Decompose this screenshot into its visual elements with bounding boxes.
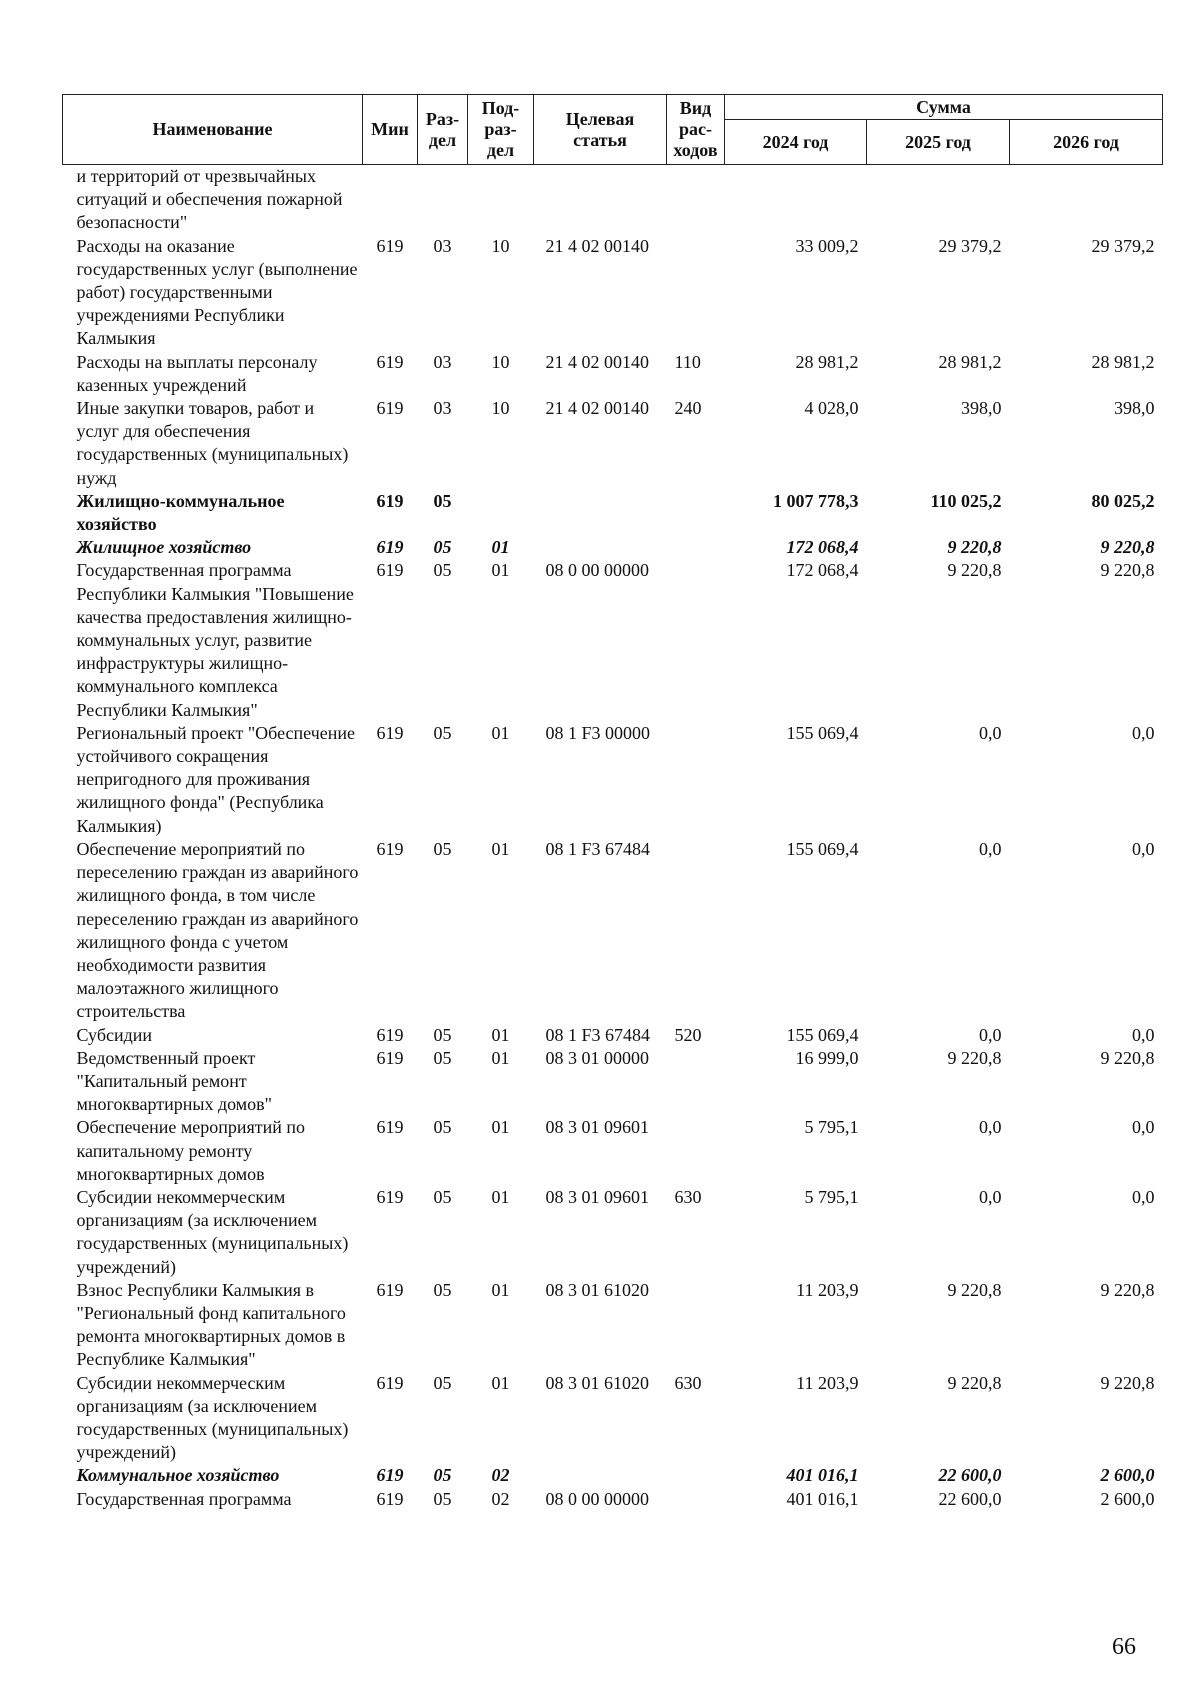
cell-sum-2024: 155 069,4 [786,838,859,859]
cell-celevaya-statya: 08 3 01 61020 [545,1279,649,1300]
cell-razdel: 05 [433,537,452,558]
cell-celevaya-statya [534,490,667,536]
table-row [63,1488,1163,1511]
page-number: 66 [1112,1634,1136,1660]
cell-sum-2026: 2 600,0 [1100,1488,1155,1509]
cell-celevaya-statya: 21 4 02 00140 [545,398,649,419]
cell-sum-2024 [725,165,867,235]
cell-razdel: 05 [433,722,452,743]
cell-sum-2026: 9 220,8 [1100,1047,1155,1068]
table-row [63,1024,1163,1047]
cell-podrazdel: 10 [491,235,510,256]
cell-vid-rashodov [667,1047,725,1117]
cell-name: Государственная программа Республики Калмыкия "Повышение качества предоставления жилищно-коммунальных услуг, развитие инфраструктуры жилищно-коммунального комплекса Республики Калмыкия" [76,560,354,720]
header-year-2024: 2024 год [725,120,867,165]
cell-sum-2024: 5 795,1 [804,1117,859,1138]
cell-vid-rashodov: 240 [674,398,702,419]
cell-celevaya-statya: 08 0 00 00000 [545,1488,649,1509]
cell-razdel: 05 [433,1117,452,1138]
header-podrazdel: Под- раз- дел [468,95,534,165]
cell-name: Расходы на выплаты персоналу казенных учреждений [76,351,318,395]
cell-name: Жилищно-коммунальное хозяйство [76,490,285,535]
cell-sum-2026: 9 220,8 [1100,1372,1155,1393]
cell-celevaya-statya [534,536,667,559]
cell-sum-2024: 172 068,4 [786,537,859,558]
cell-podrazdel: 02 [491,1488,510,1509]
header-name: Наименование [63,95,363,165]
cell-vid-rashodov [667,1488,725,1511]
cell-vid-rashodov: 630 [674,1372,702,1393]
cell-podrazdel: 01 [491,1024,510,1045]
cell-sum-2024: 155 069,4 [786,722,859,743]
cell-sum-2025 [867,165,1010,235]
cell-razdel: 05 [433,1465,452,1486]
cell-min: 619 [376,351,404,372]
cell-sum-2025: 9 220,8 [947,1372,1002,1393]
cell-name: Государственная программа [76,1488,292,1509]
cell-sum-2026: 0,0 [1132,1024,1155,1045]
cell-podrazdel [468,165,534,235]
cell-razdel: 05 [433,1279,452,1300]
cell-podrazdel: 01 [491,1372,510,1393]
cell-vid-rashodov: 110 [674,351,701,372]
cell-celevaya-statya: 08 1 F3 00000 [545,722,651,743]
cell-sum-2024: 1 007 778,3 [773,490,859,511]
cell-min: 619 [376,235,404,256]
table-row [63,536,1163,559]
cell-sum-2026: 0,0 [1132,1186,1155,1207]
cell-sum-2025: 110 025,2 [930,490,1002,511]
cell-sum-2025: 0,0 [979,1117,1002,1138]
cell-name: Региональный проект "Обеспечение устойчивого сокращения непригодного для проживания жилищного фонда" (Республика Калмыкия) [76,722,355,836]
cell-sum-2025: 0,0 [979,1186,1002,1207]
cell-sum-2025: 28 981,2 [938,351,1002,372]
cell-name: Субсидии [76,1024,153,1045]
cell-sum-2025: 0,0 [979,1024,1002,1045]
table-row [63,165,1163,235]
cell-min: 619 [376,1465,404,1486]
cell-name: Обеспечение мероприятий по капитальному ремонту многоквартирных домов [76,1117,306,1184]
cell-razdel: 05 [433,560,452,581]
cell-min: 619 [376,1047,404,1068]
cell-min: 619 [376,838,404,859]
cell-podrazdel: 01 [491,537,510,558]
cell-sum-2026: 29 379,2 [1091,235,1155,256]
cell-name: Ведомственный проект "Капитальный ремонт многоквартирных домов" [76,1047,272,1115]
cell-vid-rashodov [667,165,725,235]
header-celevaya-statya: Целевая статья [534,95,667,165]
cell-vid-rashodov: 520 [674,1024,702,1045]
cell-razdel: 03 [433,235,452,256]
cell-sum-2025: 398,0 [961,398,1002,419]
cell-sum-2026: 9 220,8 [1100,560,1155,581]
cell-vid-rashodov [667,1279,725,1372]
cell-sum-2026: 80 025,2 [1091,490,1155,511]
cell-sum-2025: 9 220,8 [947,1279,1002,1300]
cell-podrazdel: 10 [491,351,510,372]
cell-name: Субсидии некоммерческим организациям (за исключением государственных (муниципальных) учреждений) [76,1372,349,1463]
table-row [63,838,1163,1024]
cell-sum-2024: 155 069,4 [786,1024,859,1045]
cell-sum-2026: 0,0 [1132,722,1155,743]
cell-vid-rashodov [667,490,725,536]
cell-podrazdel: 01 [491,838,510,859]
cell-vid-rashodov [667,559,725,721]
cell-celevaya-statya: 21 4 02 00140 [545,351,649,372]
cell-sum-2024: 11 203,9 [796,1372,859,1393]
header-year-2025: 2025 год [867,120,1010,165]
table-row [63,559,1163,721]
cell-sum-2024: 401 016,1 [786,1488,859,1509]
cell-min: 619 [376,537,404,558]
header-vid-rashodov: Вид рас- ходов [667,95,725,165]
cell-vid-rashodov [667,1464,725,1487]
header-min: Мин [363,95,418,165]
cell-min: 619 [376,1024,404,1045]
cell-razdel: 05 [433,490,452,511]
cell-vid-rashodov [667,235,725,351]
cell-sum-2026: 28 981,2 [1091,351,1155,372]
table-row [63,1279,1163,1372]
cell-sum-2024: 172 068,4 [786,560,859,581]
cell-sum-2024: 401 016,1 [786,1465,859,1486]
cell-razdel: 03 [433,398,452,419]
cell-sum-2025: 0,0 [979,838,1002,859]
cell-celevaya-statya: 08 3 01 09601 [545,1117,649,1138]
table-row [63,235,1163,351]
cell-razdel: 05 [433,838,452,859]
cell-sum-2025: 9 220,8 [947,560,1002,581]
cell-sum-2026: 0,0 [1132,1117,1155,1138]
cell-sum-2026: 398,0 [1114,398,1155,419]
cell-vid-rashodov [667,838,725,1024]
cell-sum-2026: 0,0 [1132,838,1155,859]
cell-sum-2024: 28 981,2 [795,351,859,372]
cell-name: Расходы на оказание государственных услуг (выполнение работ) государственными учреждениями Республики Калмыкия [76,235,358,349]
cell-podrazdel: 01 [491,722,510,743]
cell-sum-2025: 9 220,8 [947,1047,1002,1068]
cell-min: 619 [376,1279,404,1300]
cell-podrazdel [468,490,534,536]
cell-min: 619 [376,722,404,743]
cell-sum-2026: 2 600,0 [1100,1465,1155,1486]
cell-razdel [418,165,468,235]
cell-min: 619 [376,560,404,581]
cell-sum-2025: 22 600,0 [938,1488,1002,1509]
cell-sum-2024: 4 028,0 [804,398,859,419]
cell-podrazdel: 01 [491,1117,510,1138]
cell-sum-2024: 5 795,1 [804,1186,859,1207]
cell-podrazdel: 10 [491,398,510,419]
table-row [63,1186,1163,1279]
cell-podrazdel: 02 [491,1465,510,1486]
table-row [63,1047,1163,1117]
cell-podrazdel: 01 [491,1047,510,1068]
cell-celevaya-statya: 08 3 01 00000 [545,1047,649,1068]
cell-vid-rashodov [667,722,725,838]
table-body [63,165,1163,1511]
cell-celevaya-statya: 08 0 00 00000 [545,560,649,581]
cell-min [363,165,418,235]
cell-name: и территорий от чрезвычайных ситуаций и обеспечения пожарной безопасности" [76,166,343,233]
cell-celevaya-statya [534,165,667,235]
cell-name: Иные закупки товаров, работ и услуг для обеспечения государственных (муниципальных) нужд [76,398,349,488]
cell-razdel: 05 [433,1372,452,1393]
cell-min: 619 [376,490,404,511]
cell-podrazdel: 01 [491,1279,510,1300]
cell-razdel: 05 [433,1047,452,1068]
cell-vid-rashodov [667,1116,725,1186]
cell-razdel: 03 [433,351,452,372]
cell-min: 619 [376,1372,404,1393]
cell-name: Взнос Республики Калмыкия в "Региональный фонд капитального ремонта многоквартирных домов в Республике Калмыкия" [76,1279,346,1370]
table-row [63,397,1163,490]
cell-celevaya-statya: 08 3 01 09601 [545,1186,649,1207]
cell-sum-2025: 0,0 [979,722,1002,743]
cell-razdel: 05 [433,1488,452,1509]
cell-name: Жилищное хозяйство [76,537,252,558]
budget-table [62,94,1163,1511]
table-row [63,722,1163,838]
cell-celevaya-statya [534,1464,667,1487]
cell-vid-rashodov: 630 [674,1186,702,1207]
cell-name: Обеспечение мероприятий по переселению граждан из аварийного жилищного фонда, в том числе переселению граждан из аварийного жилищного фонда с учетом необходимости развития малоэтажного жилищного строительства [76,838,359,1022]
header-razdel: Раз- дел [418,95,468,165]
cell-celevaya-statya: 21 4 02 00140 [545,235,649,256]
cell-sum-2024: 33 009,2 [795,235,859,256]
cell-sum-2026: 9 220,8 [1100,1279,1155,1300]
cell-celevaya-statya: 08 3 01 61020 [545,1372,649,1393]
cell-razdel: 05 [433,1186,452,1207]
cell-podrazdel: 01 [491,560,510,581]
table-row [63,1116,1163,1186]
cell-celevaya-statya: 08 1 F3 67484 [545,1024,651,1045]
cell-name: Коммунальное хозяйство [76,1465,280,1486]
cell-min: 619 [376,1186,404,1207]
table-row [63,1372,1163,1465]
table-row [63,351,1163,397]
cell-sum-2025: 29 379,2 [938,235,1002,256]
table-row [63,1464,1163,1487]
cell-sum-2026: 9 220,8 [1100,537,1155,558]
cell-razdel: 05 [433,1024,452,1045]
cell-min: 619 [376,398,404,419]
cell-sum-2025: 9 220,8 [947,537,1002,558]
table-row [63,490,1163,536]
cell-sum-2024: 16 999,0 [795,1047,859,1068]
table-header [63,95,1163,165]
cell-podrazdel: 01 [491,1186,510,1207]
cell-sum-2024: 11 203,9 [796,1279,859,1300]
cell-min: 619 [376,1117,404,1138]
cell-sum-2025: 22 600,0 [938,1465,1002,1486]
cell-min: 619 [376,1488,404,1509]
cell-vid-rashodov [667,536,725,559]
header-year-2026: 2026 год [1010,120,1163,165]
header-summa: Сумма [725,95,1163,120]
cell-celevaya-statya: 08 1 F3 67484 [545,838,651,859]
cell-sum-2026 [1010,165,1163,235]
cell-name: Субсидии некоммерческим организациям (за исключением государственных (муниципальных) учреждений) [76,1186,349,1277]
